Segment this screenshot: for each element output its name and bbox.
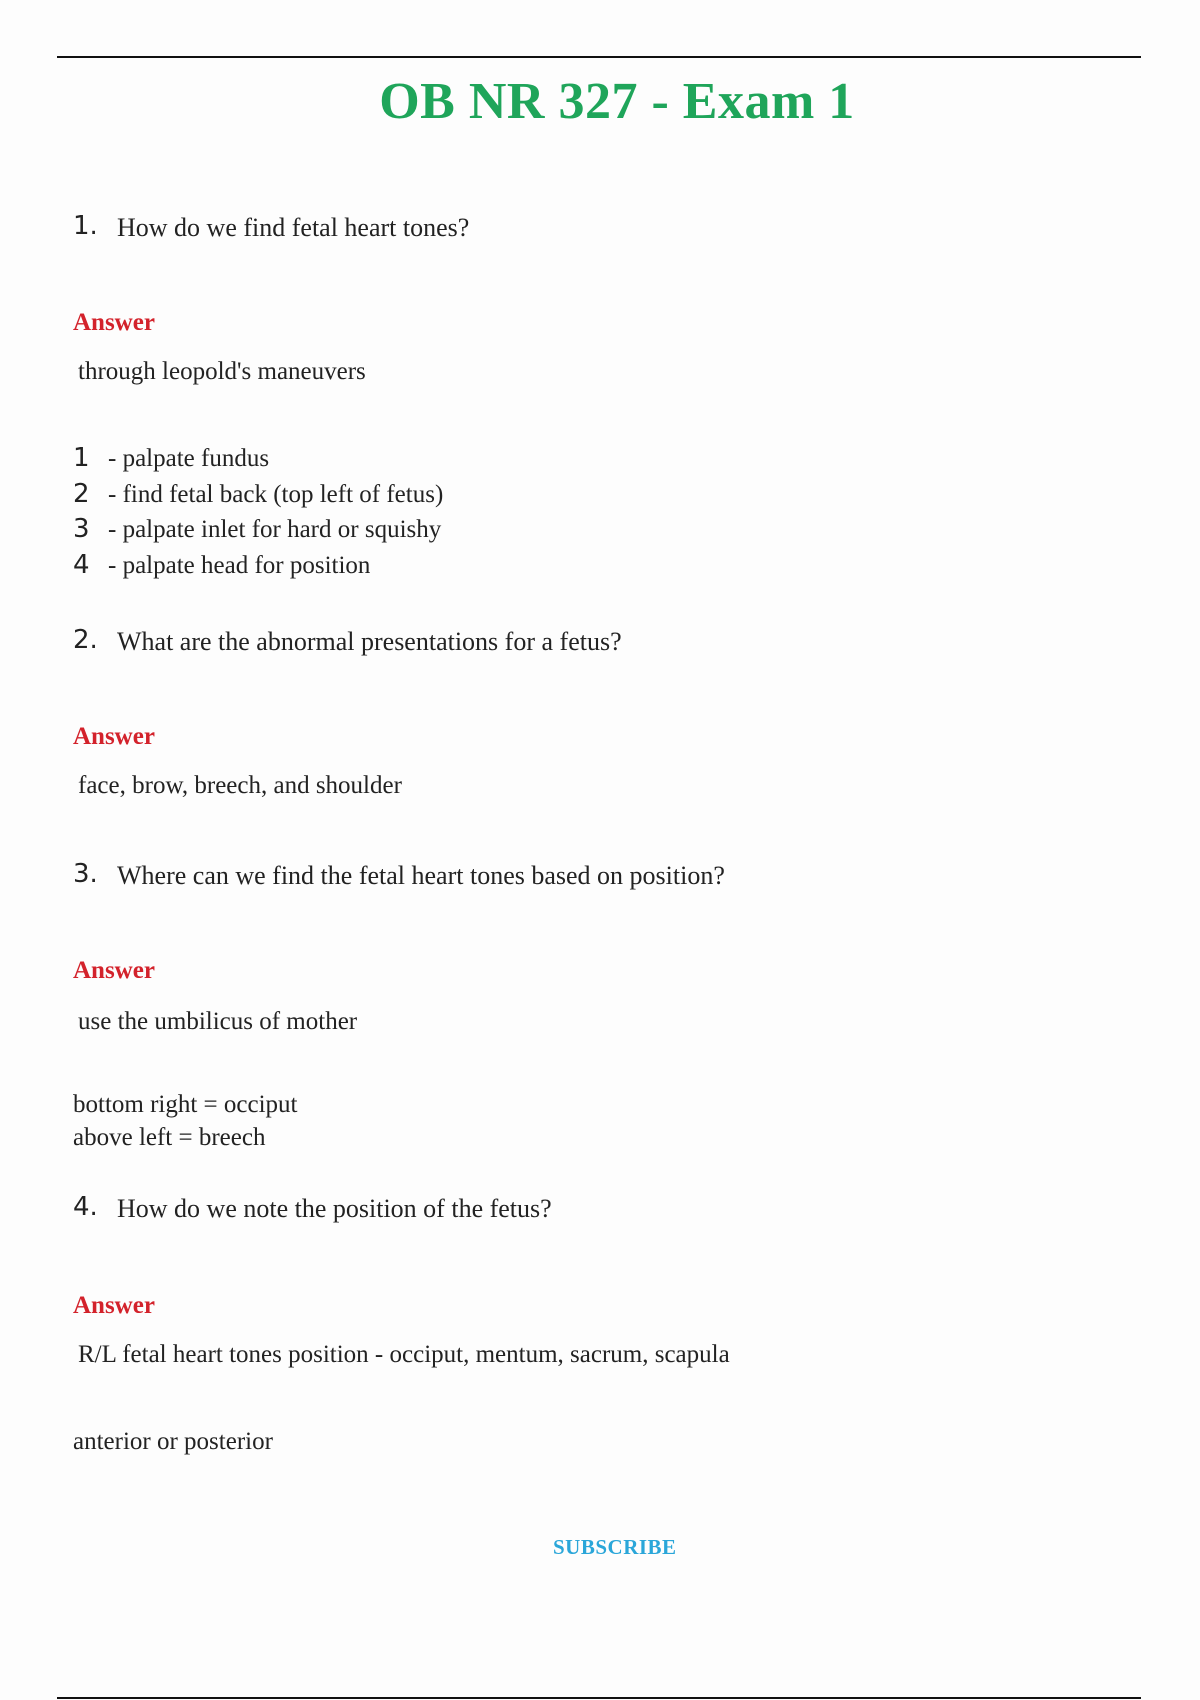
question-number: 1. — [73, 211, 98, 241]
answer-note: anterior or posterior — [73, 1428, 273, 1455]
answer-text: R/L fetal heart tones position - occiput, mentum, sacrum, scapula — [78, 1341, 730, 1368]
answer-label: Answer — [73, 309, 155, 336]
answer-text: through leopold's maneuvers — [78, 358, 366, 385]
step-number: 4 — [73, 550, 90, 580]
answer-label: Answer — [73, 1292, 155, 1319]
question-number: 4. — [73, 1192, 98, 1222]
step-text: - palpate fundus — [108, 445, 270, 472]
answer-label: Answer — [73, 957, 155, 984]
step-text: - palpate head for position — [108, 552, 371, 579]
answer-text: face, brow, breech, and shoulder — [78, 772, 402, 799]
page-title: OB NR 327 - Exam 1 — [379, 73, 855, 130]
question-number: 2. — [73, 625, 98, 655]
bottom-rule — [57, 1697, 1141, 1699]
question-text: How do we note the position of the fetus? — [117, 1194, 552, 1223]
answer-note: bottom right = occiput — [73, 1091, 298, 1118]
answer-label: Answer — [73, 723, 155, 750]
question-text: What are the abnormal presentations for a fetus? — [117, 627, 622, 656]
step-number: 3 — [73, 514, 90, 544]
question-number: 3. — [73, 859, 98, 889]
step-number: 2 — [73, 479, 90, 509]
step-text: - palpate inlet for hard or squishy — [108, 516, 442, 543]
top-rule — [57, 56, 1141, 58]
question-text: How do we find fetal heart tones? — [117, 213, 470, 242]
question-text: Where can we find the fetal heart tones based on position? — [117, 861, 725, 890]
step-number: 1 — [73, 443, 90, 473]
answer-note: above left = breech — [73, 1124, 266, 1151]
subscribe-link[interactable]: SUBSCRIBE — [553, 1535, 677, 1559]
answer-text: use the umbilicus of mother — [78, 1008, 358, 1035]
step-text: - find fetal back (top left of fetus) — [108, 481, 444, 508]
